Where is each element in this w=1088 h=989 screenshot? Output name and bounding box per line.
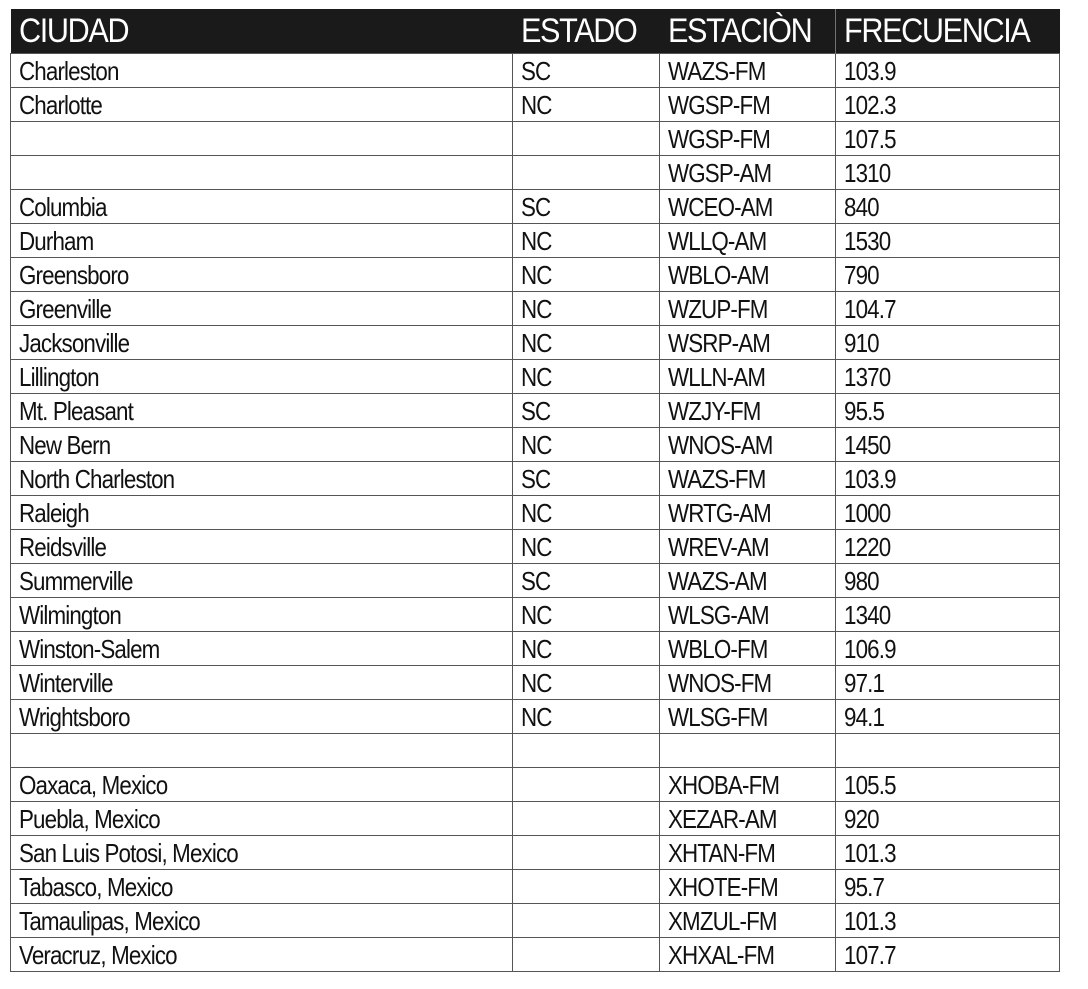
cell-frequency [836,700,1060,734]
cell-state [513,564,660,598]
cell-station [660,666,836,700]
cell-station [660,530,836,564]
cell-frequency [836,190,1060,224]
cell-frequency [836,326,1060,360]
cell-frequency [836,156,1060,190]
cell-station-text: WLSG-FM [668,701,768,732]
cell-state-text: NC [521,667,552,698]
cell-city [11,530,513,564]
cell-city-text: Greensboro [19,259,129,290]
cell-frequency [836,292,1060,326]
cell-state [513,904,660,938]
cell-state [513,496,660,530]
table-row [11,292,1060,326]
cell-city-text: Charleston [19,55,119,86]
cell-frequency [836,394,1060,428]
cell-city-text: Tabasco, Mexico [19,871,173,902]
cell-frequency-text: 106.9 [844,633,896,664]
cell-frequency-text: 1000 [844,497,891,528]
cell-city [11,768,513,802]
table-row [11,870,1060,904]
cell-city-text: North Charleston [19,463,175,494]
cell-station-text: WAZS-AM [668,565,767,596]
cell-city [11,428,513,462]
cell-frequency [836,598,1060,632]
cell-state-text: NC [521,701,552,732]
cell-city [11,564,513,598]
cell-station [660,292,836,326]
cell-frequency-text: 107.5 [844,123,896,154]
cell-station-text: WRTG-AM [668,497,771,528]
cell-state-text: NC [521,429,552,460]
cell-city [11,88,513,122]
cell-frequency-text: 1310 [844,157,891,188]
table-row [11,394,1060,428]
cell-frequency [836,870,1060,904]
cell-frequency-text: 104.7 [844,293,896,324]
cell-city [11,870,513,904]
cell-state [513,530,660,564]
cell-station [660,156,836,190]
cell-city [11,258,513,292]
cell-state [513,122,660,156]
cell-state [513,598,660,632]
cell-state-text: NC [521,259,552,290]
cell-city-text: Columbia [19,191,107,222]
station-table-sheet [10,9,1059,972]
cell-state [513,156,660,190]
cell-station-text: WBLO-FM [668,633,768,664]
cell-station [660,938,836,972]
cell-city-text: Wilmington [19,599,121,630]
cell-city [11,360,513,394]
cell-station [660,122,836,156]
cell-state [513,632,660,666]
cell-frequency [836,428,1060,462]
table-row [11,632,1060,666]
cell-city-text: Greenville [19,293,112,324]
cell-frequency-text: 103.9 [844,463,896,494]
cell-state [513,258,660,292]
cell-city-text: Lillington [19,361,99,392]
cell-frequency [836,802,1060,836]
cell-city-text: Veracruz, Mexico [19,939,177,970]
cell-city [11,700,513,734]
cell-frequency [836,904,1060,938]
cell-state [513,938,660,972]
cell-station-text: WCEO-AM [668,191,773,222]
cell-city [11,54,513,88]
cell-state [513,292,660,326]
cell-state-text: NC [521,497,552,528]
cell-frequency-text: 790 [844,259,879,290]
cell-city [11,632,513,666]
cell-station-text: XMZUL-FM [668,905,777,936]
header-row [11,9,1060,54]
cell-station-text: WSRP-AM [668,327,771,358]
table-row [11,734,1060,768]
header-city: CIUDAD [11,9,513,54]
cell-station [660,326,836,360]
cell-frequency-text: 107.7 [844,939,896,970]
cell-frequency-text: 95.7 [844,871,885,902]
cell-frequency [836,836,1060,870]
table-row [11,904,1060,938]
cell-station-text: XHXAL-FM [668,939,775,970]
cell-frequency [836,632,1060,666]
cell-frequency [836,462,1060,496]
cell-station [660,700,836,734]
cell-state-text: SC [521,395,551,426]
cell-state-text: NC [521,327,552,358]
cell-city-text: Puebla, Mexico [19,803,160,834]
cell-city [11,190,513,224]
cell-city [11,224,513,258]
cell-station [660,88,836,122]
cell-city [11,598,513,632]
cell-frequency-text: 101.3 [844,905,896,936]
cell-state-text: NC [521,633,552,664]
cell-state [513,802,660,836]
cell-station [660,632,836,666]
cell-station [660,54,836,88]
cell-city [11,938,513,972]
cell-state [513,836,660,870]
cell-city-text: Winston-Salem [19,633,160,664]
cell-station [660,258,836,292]
cell-state [513,870,660,904]
cell-station-text: WBLO-AM [668,259,769,290]
cell-state [513,666,660,700]
cell-station [660,496,836,530]
table-row [11,156,1060,190]
cell-state [513,88,660,122]
cell-frequency [836,258,1060,292]
cell-frequency [836,530,1060,564]
cell-station [660,836,836,870]
cell-frequency [836,666,1060,700]
cell-city [11,666,513,700]
cell-station-text: XHTAN-FM [668,837,775,868]
cell-state-text: NC [521,225,552,256]
cell-frequency-text: 840 [844,191,879,222]
cell-state [513,462,660,496]
cell-city [11,836,513,870]
cell-city-text: San Luis Potosi, Mexico [19,837,238,868]
header-frequency: FRECUENCIA [836,9,1060,54]
cell-station [660,768,836,802]
cell-frequency-text: 1450 [844,429,891,460]
cell-station [660,734,836,768]
cell-station [660,598,836,632]
cell-frequency [836,88,1060,122]
cell-city-text: New Bern [19,429,111,460]
cell-station-text: WZJY-FM [668,395,761,426]
cell-frequency [836,122,1060,156]
table-row [11,802,1060,836]
table-row [11,598,1060,632]
cell-city-text: Raleigh [19,497,89,528]
cell-frequency [836,768,1060,802]
cell-station-text: XEZAR-AM [668,803,777,834]
cell-city-text: Durham [19,225,94,256]
cell-city-text: Summerville [19,565,133,596]
table-row [11,938,1060,972]
table-row [11,258,1060,292]
cell-state-text: NC [521,531,552,562]
cell-state-text: SC [521,191,551,222]
cell-city [11,122,513,156]
cell-state [513,734,660,768]
cell-state-text: SC [521,55,551,86]
cell-station [660,428,836,462]
cell-state [513,326,660,360]
cell-city-text: Tamaulipas, Mexico [19,905,200,936]
cell-station-text: WNOS-AM [668,429,773,460]
cell-city [11,802,513,836]
cell-frequency-text: 1530 [844,225,891,256]
table-row [11,768,1060,802]
table-row [11,54,1060,88]
cell-frequency [836,496,1060,530]
cell-station-text: WGSP-FM [668,123,771,154]
cell-frequency-text: 1340 [844,599,891,630]
cell-frequency-text: 103.9 [844,55,896,86]
table-row [11,666,1060,700]
cell-frequency-text: 102.3 [844,89,896,120]
cell-state [513,768,660,802]
cell-state [513,190,660,224]
cell-city [11,734,513,768]
cell-state-text: NC [521,361,552,392]
table-row [11,530,1060,564]
cell-state-text: SC [521,565,551,596]
cell-station [660,904,836,938]
cell-state-text: SC [521,463,551,494]
cell-state [513,54,660,88]
table-row [11,122,1060,156]
table-body [11,54,1060,972]
cell-frequency-text: 105.5 [844,769,896,800]
cell-city [11,156,513,190]
cell-city [11,292,513,326]
cell-city [11,496,513,530]
cell-station-text: WAZS-FM [668,463,766,494]
cell-frequency [836,54,1060,88]
cell-state [513,394,660,428]
table-header [11,9,1060,54]
table-row [11,496,1060,530]
cell-state [513,428,660,462]
table-row [11,360,1060,394]
cell-frequency [836,938,1060,972]
cell-station-text: WNOS-FM [668,667,772,698]
cell-station-text: WREV-AM [668,531,769,562]
cell-state [513,360,660,394]
cell-station-text: WLSG-AM [668,599,769,630]
cell-city [11,394,513,428]
cell-station [660,224,836,258]
cell-city-text: Reidsville [19,531,107,562]
cell-station [660,462,836,496]
cell-city-text: Winterville [19,667,113,698]
cell-station-text: XHOTE-FM [668,871,778,902]
cell-frequency [836,564,1060,598]
cell-frequency [836,224,1060,258]
table-row [11,700,1060,734]
cell-state-text: NC [521,89,552,120]
cell-frequency-text: 101.3 [844,837,896,868]
cell-city-text: Oaxaca, Mexico [19,769,168,800]
cell-station [660,802,836,836]
cell-station-text: WAZS-FM [668,55,766,86]
cell-station-text: WLLQ-AM [668,225,767,256]
table-row [11,224,1060,258]
cell-city [11,904,513,938]
cell-state-text: NC [521,599,552,630]
cell-frequency [836,734,1060,768]
header-station: ESTACIÒN [660,9,836,54]
cell-station-text: WGSP-AM [668,157,772,188]
cell-frequency-text: 980 [844,565,879,596]
cell-city-text: Charlotte [19,89,102,120]
cell-state [513,700,660,734]
cell-state [513,224,660,258]
cell-frequency-text: 910 [844,327,879,358]
cell-station [660,564,836,598]
cell-city [11,462,513,496]
station-table [10,9,1060,972]
cell-city-text: Wrightsboro [19,701,130,732]
cell-frequency-text: 920 [844,803,879,834]
cell-frequency-text: 1220 [844,531,891,562]
header-state: ESTADO [513,9,660,54]
cell-frequency-text: 94.1 [844,701,885,732]
table-row [11,428,1060,462]
cell-station-text: WGSP-FM [668,89,771,120]
cell-frequency-text: 95.5 [844,395,885,426]
table-row [11,462,1060,496]
table-row [11,190,1060,224]
cell-station-text: XHOBA-FM [668,769,780,800]
cell-station-text: WLLN-AM [668,361,766,392]
cell-station-text: WZUP-FM [668,293,768,324]
table-row [11,88,1060,122]
cell-frequency-text: 1370 [844,361,891,392]
cell-station [660,394,836,428]
cell-city [11,326,513,360]
table-row [11,836,1060,870]
cell-city-text: Mt. Pleasant [19,395,133,426]
cell-station [660,190,836,224]
cell-frequency [836,360,1060,394]
table-row [11,326,1060,360]
cell-station [660,870,836,904]
cell-state-text: NC [521,293,552,324]
table-row [11,564,1060,598]
cell-station [660,360,836,394]
cell-city-text: Jacksonville [19,327,130,358]
cell-frequency-text: 97.1 [844,667,885,698]
